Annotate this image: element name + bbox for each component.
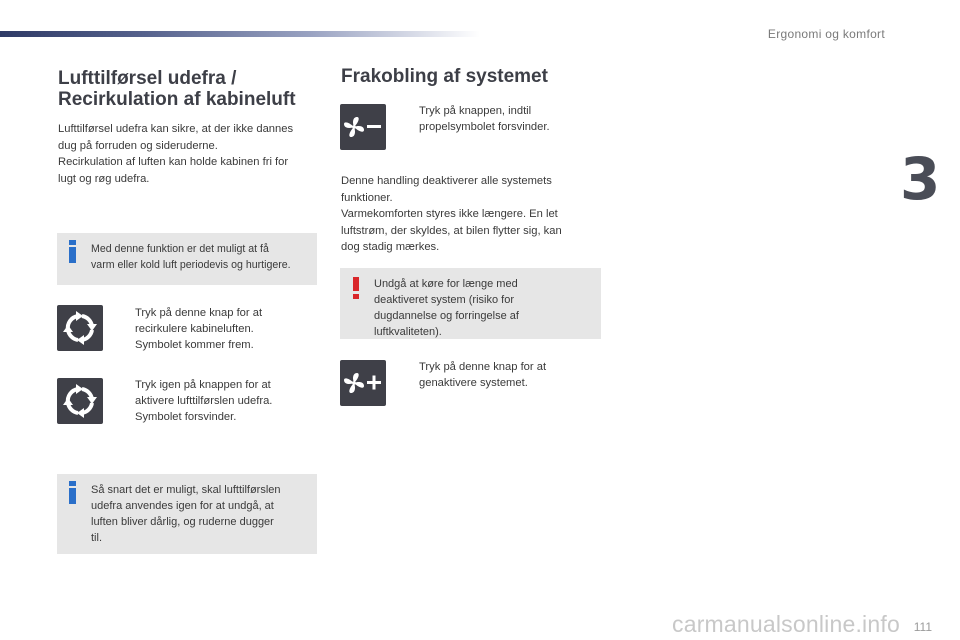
right-body-line: Denne handling deaktiverer alle systemets bbox=[341, 175, 552, 187]
warning-note-text bbox=[374, 276, 593, 340]
step-line: Symbolet kommer frem. bbox=[135, 339, 254, 351]
recirculation-button[interactable] bbox=[57, 305, 103, 351]
recirculation-icon bbox=[61, 309, 99, 347]
step-line: genaktivere systemet. bbox=[419, 377, 528, 389]
left-intro-line: Lufttilførsel udefra kan sikre, at der ikke dannes bbox=[58, 123, 294, 135]
left-step-1-text bbox=[135, 305, 262, 353]
warning-line: Undgå at køre for længe med bbox=[374, 278, 518, 290]
info-note-1-text bbox=[91, 241, 309, 273]
step-line: propelsymbolet forsvinder. bbox=[419, 121, 550, 133]
right-body-line: Varmekomforten styres ikke længere. En let bbox=[341, 208, 558, 220]
info-note-1-line: varm eller kold luft periodevis og hurtigere. bbox=[91, 259, 291, 271]
warning-icon bbox=[353, 277, 359, 291]
left-intro-line: dug på forruden og sideruderne. bbox=[58, 139, 218, 152]
right-body-line: luftstrøm, der skyldes, at bilen flytter sig, kan bbox=[341, 224, 562, 237]
header-bar bbox=[0, 31, 480, 37]
info-icon bbox=[69, 247, 76, 263]
left-intro bbox=[58, 121, 328, 187]
left-heading bbox=[58, 68, 296, 110]
info-note-2-line: til. bbox=[91, 532, 102, 544]
fan-plus-button[interactable] bbox=[340, 360, 386, 406]
right-body-line: funktioner. bbox=[341, 191, 393, 204]
left-heading-line-2: Recirkulation af kabineluft bbox=[58, 89, 296, 110]
fan-minus-icon bbox=[343, 112, 383, 142]
step-line: Tryk på denne knap for at bbox=[419, 361, 547, 373]
left-heading-line-1: Lufttilførsel udefra / bbox=[58, 68, 237, 89]
info-note-1-line: Med denne funktion er det muligt at få bbox=[91, 243, 269, 255]
right-body-line: dog stadig mærkes. bbox=[341, 241, 440, 253]
fan-plus-icon bbox=[343, 368, 383, 398]
info-note-2-line: udefra anvendes igen for at undgå, at bbox=[91, 500, 274, 512]
left-intro-line: lugt og røg udefra. bbox=[58, 172, 150, 185]
info-note-2-text bbox=[91, 482, 309, 546]
warning-line: luftkvaliteten). bbox=[374, 326, 442, 338]
step-line: Tryk på denne knap for at bbox=[135, 307, 263, 319]
warning-line: dugdannelse og forringelse af bbox=[374, 310, 519, 322]
info-note-2-line: Så snart det er muligt, skal lufttilførslen bbox=[91, 484, 281, 496]
chapter-number: 3 bbox=[900, 145, 941, 213]
right-step-1-text bbox=[419, 103, 550, 135]
info-note-1 bbox=[57, 233, 317, 285]
info-note-2-line: luften bliver dårlig, og ruderne dugger bbox=[91, 516, 274, 528]
right-body bbox=[341, 173, 596, 256]
left-intro-line: Recirkulation af luften kan holde kabinen fri for bbox=[58, 156, 289, 168]
step-line: aktivere lufttilførslen udefra. bbox=[135, 395, 273, 407]
step-line: Tryk igen på knappen for at bbox=[135, 379, 271, 391]
recirculation-icon bbox=[61, 382, 99, 420]
warning-note bbox=[340, 268, 601, 339]
section-title: Ergonomi og komfort bbox=[767, 27, 885, 41]
step-line: Tryk på knappen, indtil bbox=[419, 105, 532, 117]
step-line: Symbolet forsvinder. bbox=[135, 411, 237, 423]
right-step-2-text bbox=[419, 359, 546, 391]
info-icon bbox=[69, 488, 76, 504]
info-note-2 bbox=[57, 474, 317, 554]
watermark: carmanualsonline.info bbox=[672, 611, 900, 637]
fan-minus-button[interactable] bbox=[340, 104, 386, 150]
recirculation-button[interactable] bbox=[57, 378, 103, 424]
warning-line: deaktiveret system (risiko for bbox=[374, 294, 514, 306]
step-line: recirkulere kabineluften. bbox=[135, 323, 254, 335]
right-heading: Frakobling af systemet bbox=[341, 66, 548, 87]
page-number: 111 bbox=[913, 620, 932, 634]
left-step-2-text bbox=[135, 377, 272, 425]
